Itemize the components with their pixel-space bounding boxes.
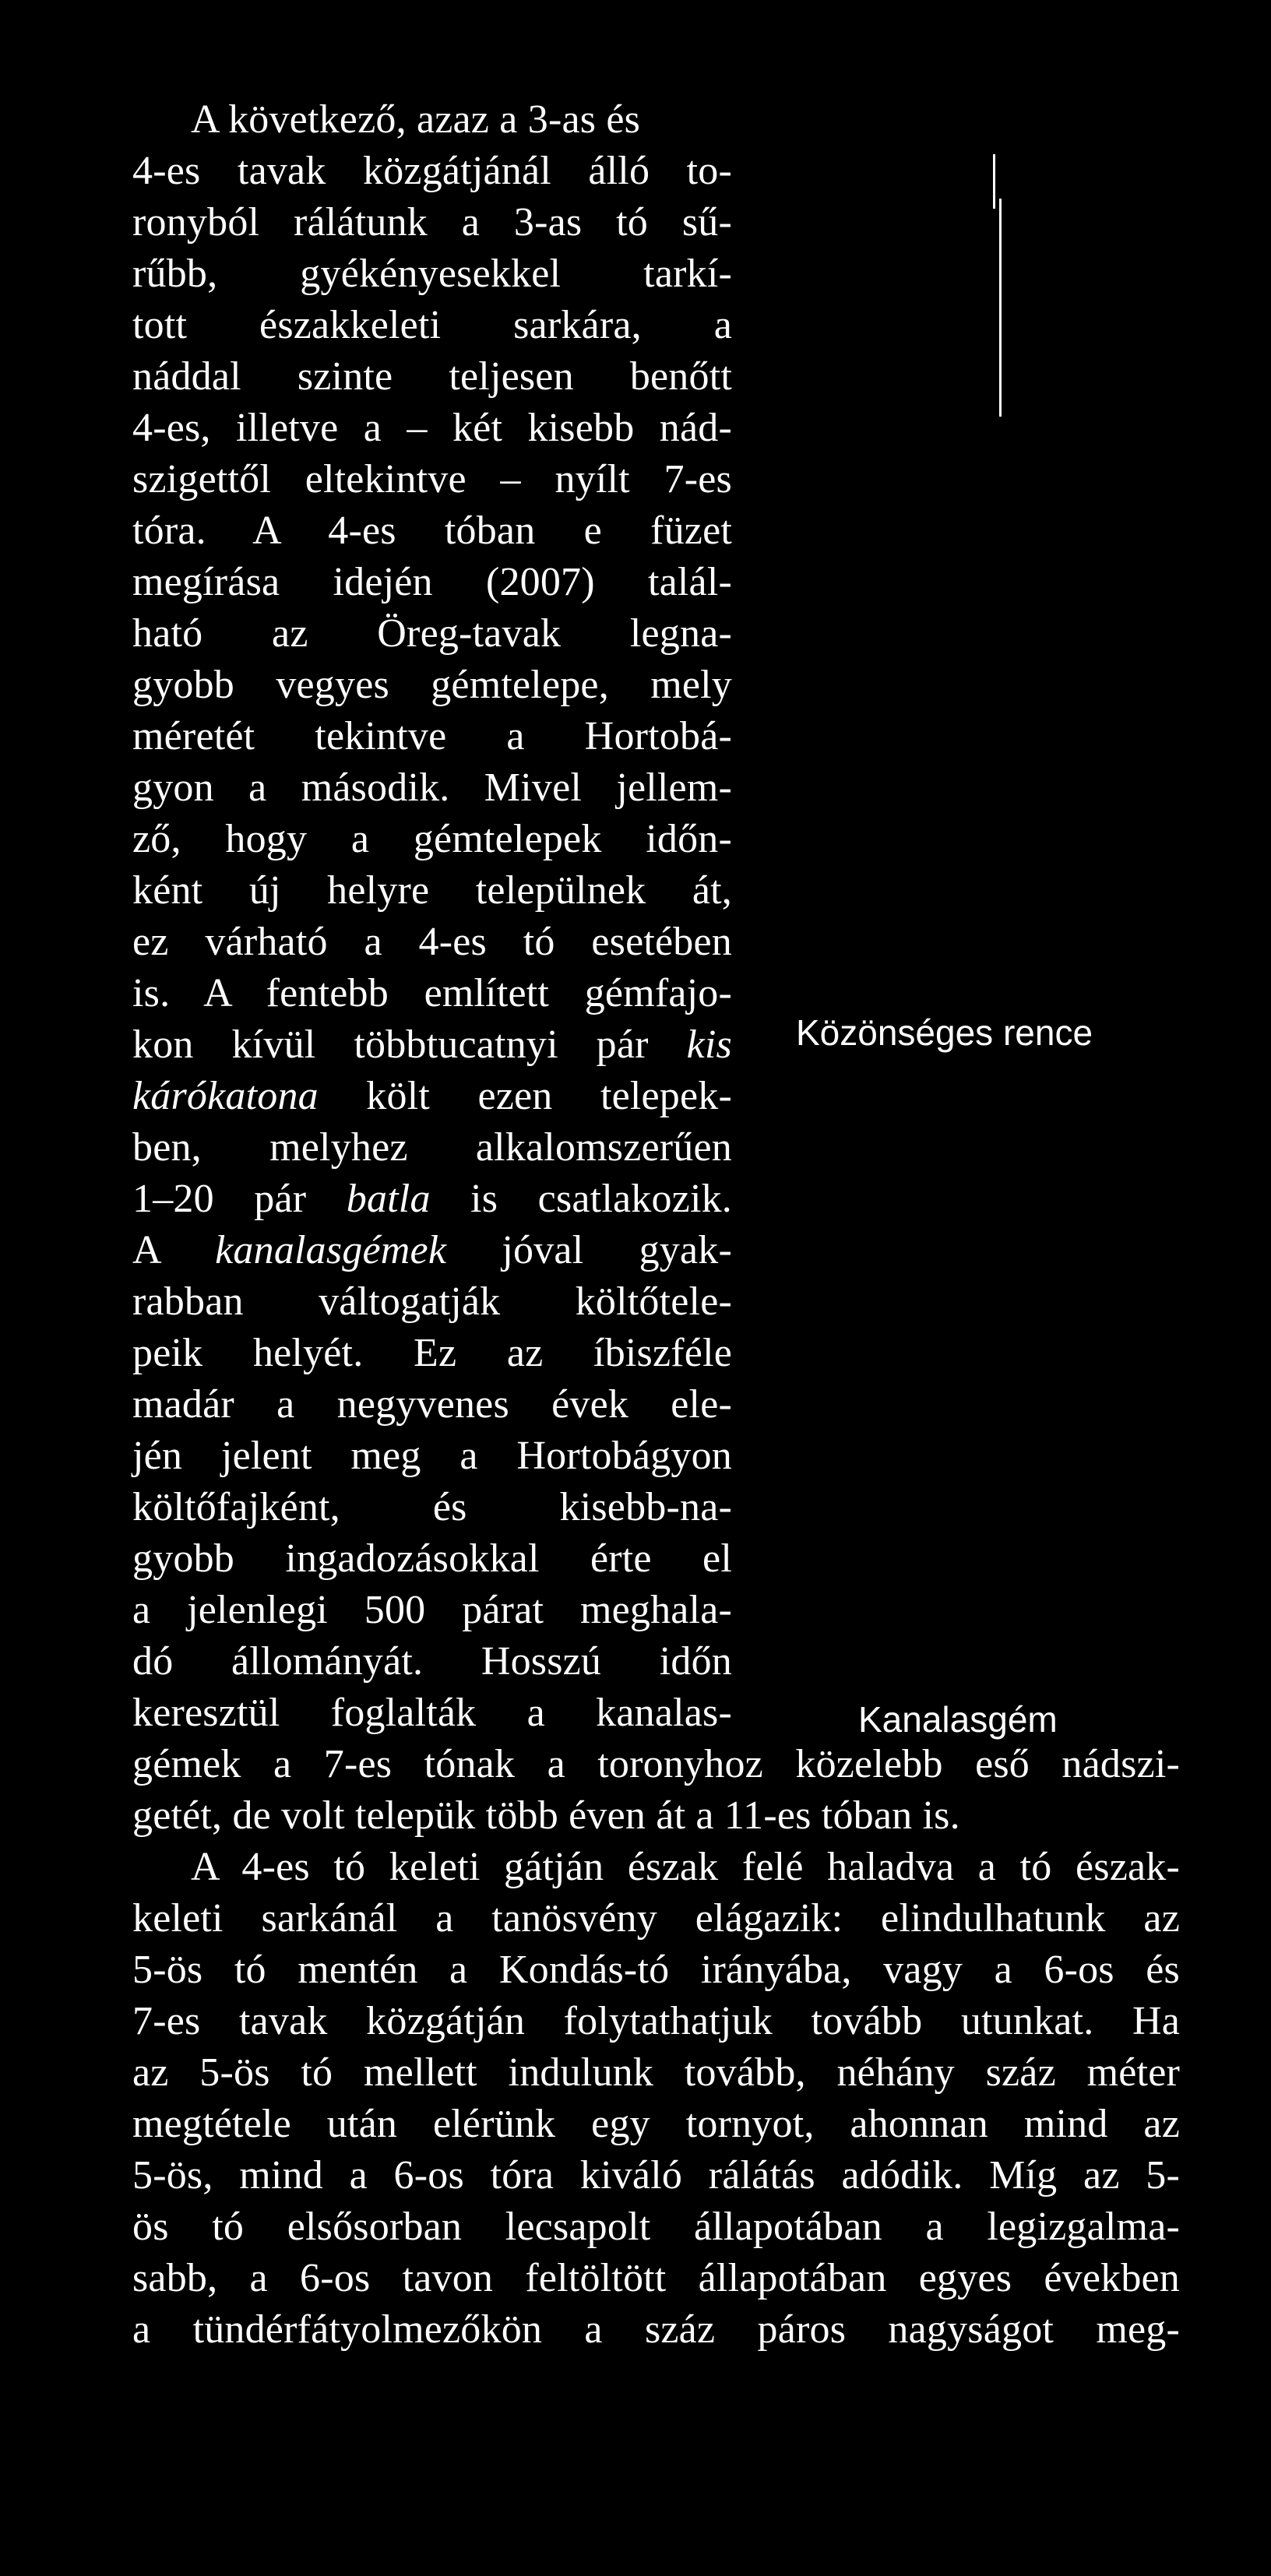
text-line: 4-es, illetve a – két kisebb nád- xyxy=(132,406,732,450)
text-line: 7-es tavak közgátján folytathatjuk tovább utunkat. Ha xyxy=(132,1999,1180,2043)
text-line xyxy=(132,1020,732,1070)
text-line: tóra. A 4-es tóban e füzet xyxy=(132,509,732,553)
text-line: keresztül foglalták a kanalas- xyxy=(132,1691,732,1735)
image-caption: Közönséges rence xyxy=(796,1012,1093,1053)
text-line: keleti sarkánál a tanösvény elágazik: elindulhatunk az xyxy=(132,1896,1180,1941)
species-name: kárókatona xyxy=(132,1074,319,1118)
text-line: ez várható a 4-es tó esetében xyxy=(132,920,732,964)
text-line: tott északkeleti sarkára, a xyxy=(132,303,732,347)
text-line: megírása idején (2007) talál- xyxy=(132,560,732,604)
text-run: 1–20 pár xyxy=(132,1177,347,1221)
text-line: A 4-es tó keleti gátján észak felé haladva a tó észak- xyxy=(191,1845,1180,1889)
text-line: náddal szinte teljesen benőtt xyxy=(132,354,732,399)
text-line: peik helyét. Ez az íbiszféle xyxy=(132,1331,732,1375)
text-line: a jelenlegi 500 párat meghala- xyxy=(132,1588,732,1632)
text-line: sabb, a 6-os tavon feltöltött állapotában egyes években xyxy=(132,2256,1180,2300)
text-run: A xyxy=(132,1228,216,1272)
text-run: költ ezen telepek- xyxy=(318,1074,732,1118)
text-line: gyobb ingadozásokkal érte el xyxy=(132,1536,732,1581)
text-line: 4-es tavak közgátjánál álló to- xyxy=(132,149,732,193)
text-line: méretét tekintve a Hortobá- xyxy=(132,714,732,758)
text-line: dó állományát. Hosszú időn xyxy=(132,1639,732,1684)
text-line: a tündérfátyolmezőkön a száz páros nagyságot meg- xyxy=(132,2307,1180,2352)
text-line: ben, melyhez alkalomszerűen xyxy=(132,1125,732,1170)
text-line: is. A fentebb említett gémfajo- xyxy=(132,971,732,1015)
scan-artifact xyxy=(999,199,1002,417)
text-line: A következő, azaz a 3-as és xyxy=(191,97,641,142)
text-line: ző, hogy a gémtelepek időn- xyxy=(132,817,732,861)
species-name: kis xyxy=(686,1022,732,1067)
text-line: megtétele után elérünk egy tornyot, ahonnan mind az xyxy=(132,2102,1180,2146)
text-line: költőfajként, és kisebb-na- xyxy=(132,1485,732,1529)
text-line xyxy=(132,1226,732,1276)
text-line: rűbb, gyékényesekkel tarkí- xyxy=(132,252,732,296)
text-line: getét, de volt telepük több éven át a 11-es tóban is. xyxy=(132,1793,960,1838)
text-line: 5-ös tó mentén a Kondás-tó irányába, vagy a 6-os és xyxy=(132,1948,1180,1992)
text-run: jóval gyak- xyxy=(446,1228,732,1272)
text-line: ként új helyre települnek át, xyxy=(132,868,732,913)
text-line: madár a negyvenes évek ele- xyxy=(132,1382,732,1427)
species-name: kanalasgémek xyxy=(215,1228,447,1272)
text-line: jén jelent meg a Hortobágyon xyxy=(132,1434,732,1478)
text-line: gyobb vegyes gémtelepe, mely xyxy=(132,663,732,707)
text-line: szigettől eltekintve – nyílt 7-es xyxy=(132,457,732,501)
text-line: ös tó elsősorban lecsapolt állapotában a legizgalma- xyxy=(132,2205,1180,2249)
text-line: gyon a második. Mivel jellem- xyxy=(132,765,732,810)
text-line: az 5-ös tó mellett indulunk tovább, néhány száz méter xyxy=(132,2050,1180,2095)
text-line: 5-ös, mind a 6-os tóra kiváló rálátás adódik. Míg az 5- xyxy=(132,2153,1180,2198)
text-run: kon kívül többtucatnyi pár xyxy=(132,1022,687,1067)
text-line: gémek a 7-es tónak a toronyhoz közelebb eső nádszi- xyxy=(132,1742,1180,1786)
species-name: batla xyxy=(346,1177,431,1221)
text-line: ható az Öreg-tavak legna- xyxy=(132,611,732,656)
text-run: is csatlakozik. xyxy=(430,1177,732,1221)
image-caption: Kanalasgém xyxy=(858,1699,1058,1740)
text-line: ronyból rálátunk a 3-as tó sű- xyxy=(132,200,732,245)
text-line xyxy=(132,1174,732,1224)
text-line xyxy=(132,1072,732,1121)
text-line: rabban váltogatják költőtele- xyxy=(132,1279,732,1324)
scan-artifact xyxy=(993,154,995,209)
